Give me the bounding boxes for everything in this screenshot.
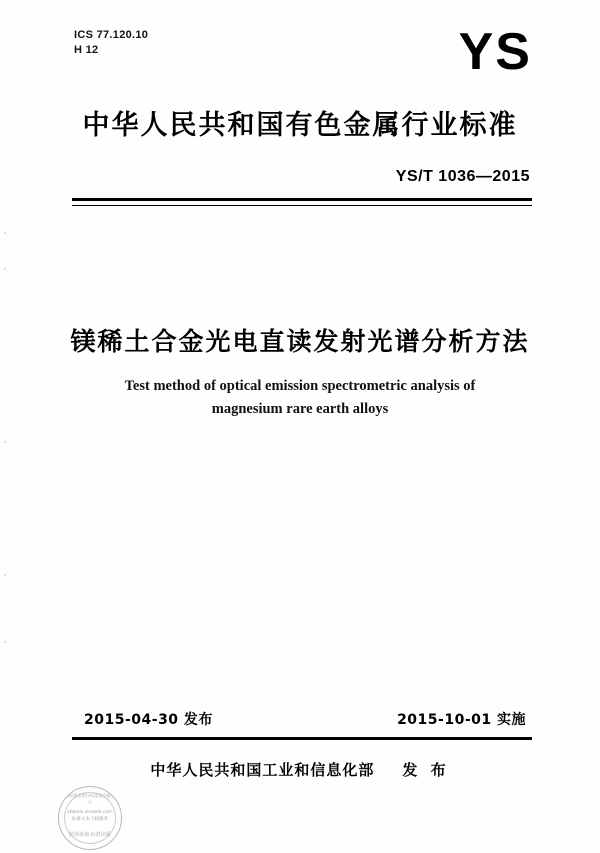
series-title: 中华人民共和国有色金属行业标准: [82, 110, 518, 141]
document-title-chinese: 镁稀土合金光电直读发射光谱分析方法: [70, 327, 530, 356]
verification-seal: [58, 786, 122, 850]
seal-mid-line2: 标准文本下载服务: [72, 817, 108, 822]
standard-number: YS/T 1036—2015: [395, 168, 530, 185]
document-title-english-line2: magnesium rare earth alloys: [211, 401, 389, 417]
effective-date: 2015-10-01 实施: [397, 712, 526, 728]
document-title-english-line1: Test method of optical emission spectrometric analysis of: [124, 378, 476, 394]
publisher-name: 中华人民共和国工业和信息化部: [150, 761, 375, 779]
classification-code: H 12: [74, 44, 99, 56]
edge-mark: [4, 641, 6, 643]
seal-bottom-text: 防伪查询 标准出版: [69, 832, 111, 838]
seal-mid-text: [59, 809, 121, 823]
footer-rule: [72, 737, 532, 740]
ics-code-block: [74, 28, 148, 58]
ics-code: ICS 77.120.10: [74, 29, 149, 41]
publisher-line: [0, 759, 600, 780]
seal-mid-line1: shbook.sinoerb.com: [67, 810, 113, 815]
ys-logo: YS: [458, 23, 532, 81]
edge-mark: [4, 268, 6, 270]
publish-verb: 发 布: [402, 761, 450, 779]
seal-arc-text: 中国标准出版社标准信息服务中心: [60, 793, 120, 804]
document-title-english: [100, 375, 500, 421]
issue-date: 2015-04-30 发布: [84, 712, 213, 728]
edge-mark: [4, 232, 6, 234]
header-rule-thick: [72, 198, 532, 201]
edge-mark: [4, 441, 6, 443]
header-rule-thin: [72, 205, 532, 206]
edge-mark: [4, 574, 6, 576]
